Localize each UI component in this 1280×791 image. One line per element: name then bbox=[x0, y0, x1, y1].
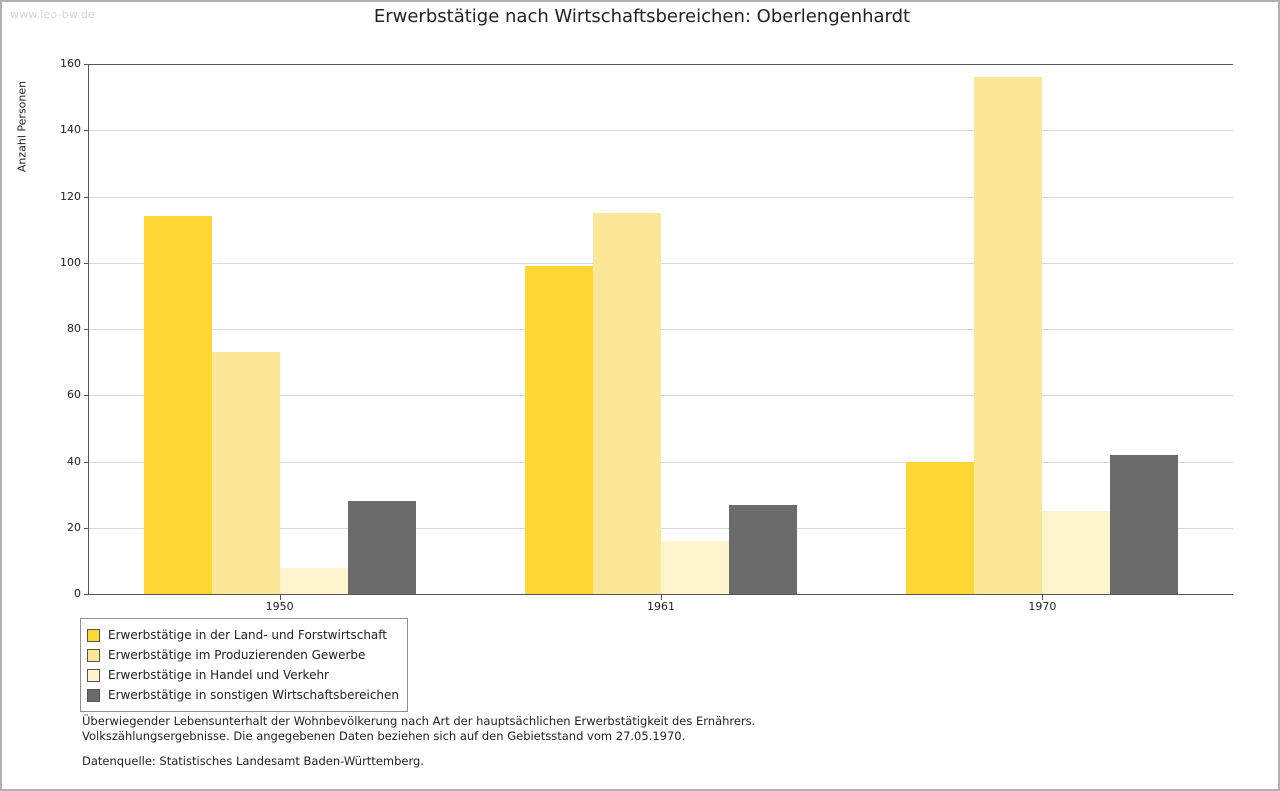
y-tick-label: 0 bbox=[74, 587, 81, 600]
y-axis-label: Anzahl Personen bbox=[15, 80, 29, 173]
legend-swatch-icon bbox=[87, 669, 100, 682]
y-tick-mark bbox=[84, 64, 89, 65]
legend bbox=[80, 618, 408, 712]
y-tick-label: 40 bbox=[67, 454, 81, 468]
y-tick-label: 120 bbox=[60, 189, 81, 203]
x-tick-label: 1970 bbox=[1028, 600, 1057, 613]
y-tick-mark bbox=[84, 130, 89, 131]
watermark-label: www.leo-bw.de bbox=[10, 8, 96, 21]
legend-item-label: Erwerbstätige im Produzierenden Gewerbe bbox=[108, 648, 366, 662]
gridline bbox=[89, 64, 1233, 65]
bar bbox=[1110, 455, 1178, 594]
legend-item-label: Erwerbstätige in der Land- und Forstwirtschaft bbox=[108, 628, 387, 642]
page-title: Erwerbstätige nach Wirtschaftsbereichen: Oberlengenhardt bbox=[373, 6, 911, 27]
y-tick-label: 20 bbox=[67, 520, 81, 534]
legend-item-label: Erwerbstätige in Handel und Verkehr bbox=[108, 668, 329, 682]
y-tick-mark bbox=[84, 263, 89, 264]
bar bbox=[144, 216, 212, 594]
y-tick-label: 80 bbox=[67, 322, 81, 335]
y-tick-label: 160 bbox=[60, 57, 81, 70]
gridline bbox=[89, 130, 1233, 131]
bar bbox=[906, 462, 974, 595]
bar bbox=[212, 352, 280, 594]
y-tick-mark bbox=[84, 594, 89, 595]
y-tick-mark bbox=[84, 528, 89, 529]
bar bbox=[974, 77, 1042, 594]
y-tick-label: 140 bbox=[60, 123, 81, 137]
legend-swatch-icon bbox=[87, 649, 100, 662]
legend-item[interactable] bbox=[87, 685, 399, 705]
bar bbox=[348, 501, 416, 594]
gridline bbox=[89, 329, 1233, 330]
legend-item[interactable] bbox=[87, 665, 399, 685]
y-tick-mark bbox=[84, 197, 89, 198]
x-tick-label: 1950 bbox=[265, 600, 294, 613]
legend-swatch-icon bbox=[87, 689, 100, 702]
legend-item-label: Erwerbstätige in sonstigen Wirtschaftsbereichen bbox=[108, 688, 400, 702]
y-tick-label: 100 bbox=[60, 255, 81, 269]
footnotes bbox=[82, 714, 1182, 744]
plot-area bbox=[60, 57, 1233, 613]
bar bbox=[1042, 511, 1110, 594]
y-tick-mark bbox=[84, 462, 89, 463]
bar bbox=[525, 266, 593, 594]
bar bbox=[280, 568, 348, 595]
bar bbox=[729, 505, 797, 594]
gridline bbox=[89, 263, 1233, 264]
legend-item[interactable] bbox=[87, 625, 399, 645]
bar bbox=[661, 541, 729, 594]
footnote-line: Überwiegender Lebensunterhalt der Wohnbevölkerung nach Art der hauptsächlichen Erwerbstätigkeit des Ernährers. bbox=[82, 714, 756, 728]
y-tick-mark bbox=[84, 395, 89, 396]
legend-item[interactable] bbox=[87, 645, 399, 665]
footnote-line: Volkszählungsergebnisse. Die angegebenen Daten beziehen sich auf den Gebietsstand vom 27.05.1970. bbox=[82, 729, 686, 743]
bar bbox=[593, 213, 661, 594]
legend-swatch-icon bbox=[87, 629, 100, 642]
x-tick-label: 1961 bbox=[647, 600, 675, 613]
gridline bbox=[89, 197, 1233, 198]
y-tick-mark bbox=[84, 329, 89, 330]
source-note: Datenquelle: Statistisches Landesamt Baden-Württemberg. bbox=[82, 754, 424, 768]
y-tick-label: 60 bbox=[67, 388, 81, 402]
